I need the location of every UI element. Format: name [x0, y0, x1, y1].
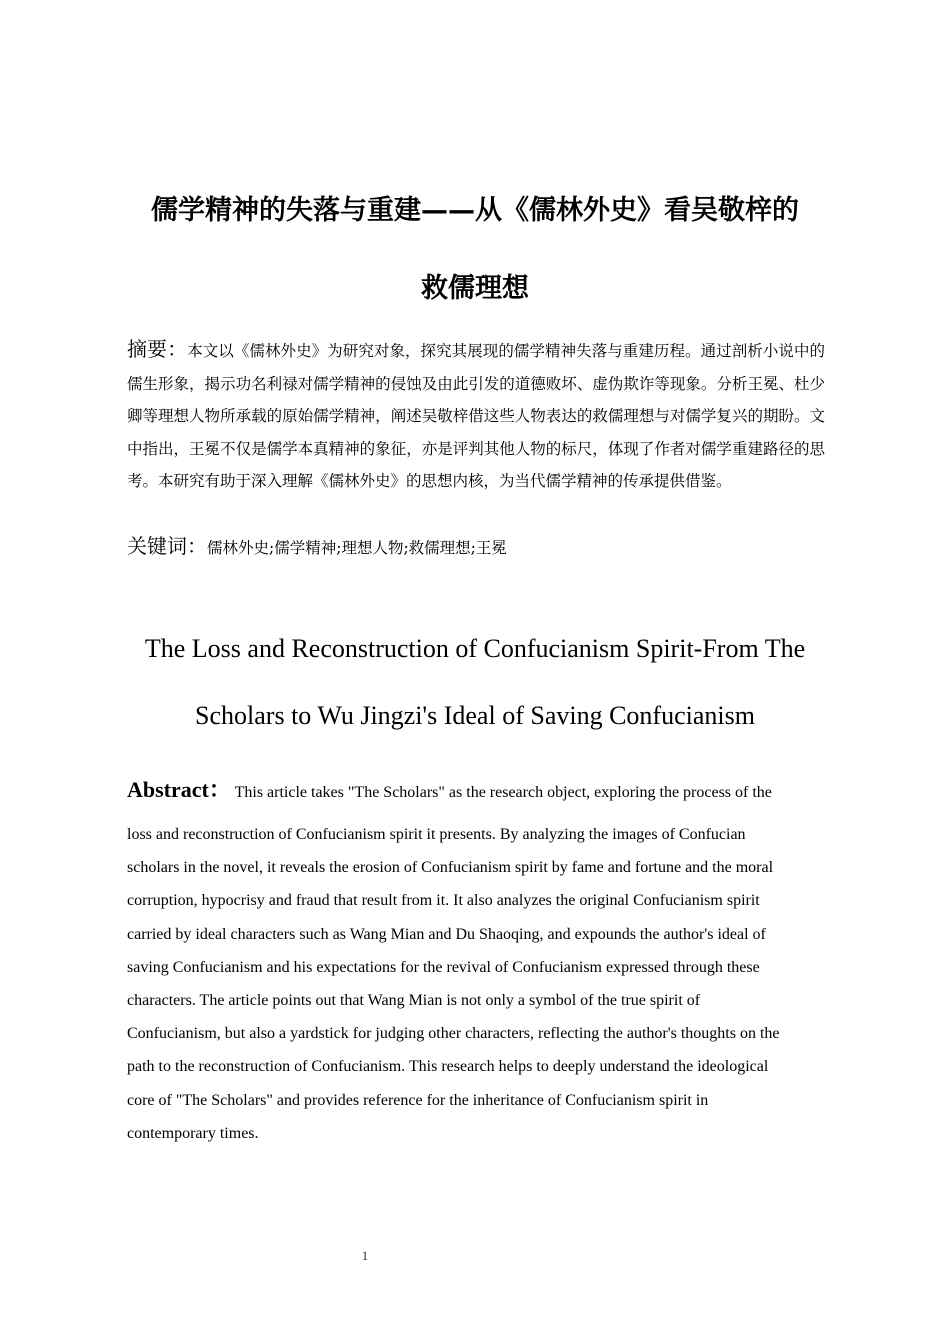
english-title-line-2: Scholars to Wu Jingzi's Ideal of Saving Confucianism — [195, 701, 755, 730]
chinese-abstract-label: 摘要： — [127, 337, 188, 361]
chinese-title-line-2: 救儒理想 — [421, 273, 529, 304]
english-abstract-line: corruption, hypocrisy and fraud that result from it. It also analyzes the original Confucianism spirit — [127, 892, 760, 910]
english-abstract-first-line — [127, 773, 825, 810]
english-abstract-line: contemporary times. — [127, 1124, 259, 1142]
english-abstract-line: carried by ideal characters such as Wang Mian and Du Shaoqing, and expounds the author's ideal of — [127, 925, 766, 943]
english-abstract-line: saving Confucianism and his expectations for the revival of Confucianism expressed through these — [127, 958, 760, 976]
chinese-title-line-1: 儒学精神的失落与重建——从《儒林外史》看吴敬梓的 — [151, 195, 799, 226]
english-title-line-1: The Loss and Reconstruction of Confucianism Spirit-From The — [144, 634, 806, 663]
english-abstract-line: This article takes "The Scholars" as the research object, exploring the process of the — [234, 784, 772, 801]
english-title — [100, 615, 850, 749]
chinese-abstract — [127, 333, 825, 498]
english-abstract-line: loss and reconstruction of Confucianism spirit it presents. By analyzing the images of Confucian — [127, 826, 746, 843]
english-abstract-line: core of "The Scholars" and provides reference for the inheritance of Confucianism spirit in — [127, 1091, 709, 1109]
english-abstract-line: scholars in the novel, it reveals the erosion of Confucianism spirit by fame and fortune and the moral — [127, 859, 774, 877]
page-number: 1 — [361, 1248, 369, 1263]
english-abstract-label: Abstract： — [127, 777, 231, 802]
chinese-title — [100, 172, 850, 328]
english-abstract-line: Confucianism, but also a yardstick for judging other characters, reflecting the author's thoughts on the — [127, 1025, 780, 1043]
chinese-keywords-text: 儒林外史;儒学精神;理想人物;救儒理想;王冕 — [207, 539, 507, 557]
chinese-keywords-label: 关键词： — [127, 534, 207, 558]
english-abstract-body — [127, 818, 825, 1150]
english-abstract-line: characters. The article points out that Wang Mian is not only a symbol of the true spirit of — [127, 992, 701, 1010]
chinese-abstract-text: 本文以《儒林外史》为研究对象，探究其展现的儒学精神失落与重建历程。通过剖析小说中的儒生形象，揭示功名利禄对儒学精神的侵蚀及由此引发的道德败坏、虚伪欺诈等现象。分析王冕、杜少卿等理想人物所承载的原始儒学精神，阐述吴敬梓借这些人物表达的救儒理想与对儒学复兴的期盼。文中指出，王冕不仅是儒学本真精神的象征，亦是评判其他人物的标尺，体现了作者对儒学重建路径的思考。本研究有助于深入理解《儒林外史》的思想内核，为当代儒学精神的传承提供借鉴。 — [127, 342, 826, 490]
chinese-keywords — [127, 530, 825, 564]
english-abstract-line: path to the reconstruction of Confucianism. This research helps to deeply understand the ideological — [127, 1058, 769, 1076]
